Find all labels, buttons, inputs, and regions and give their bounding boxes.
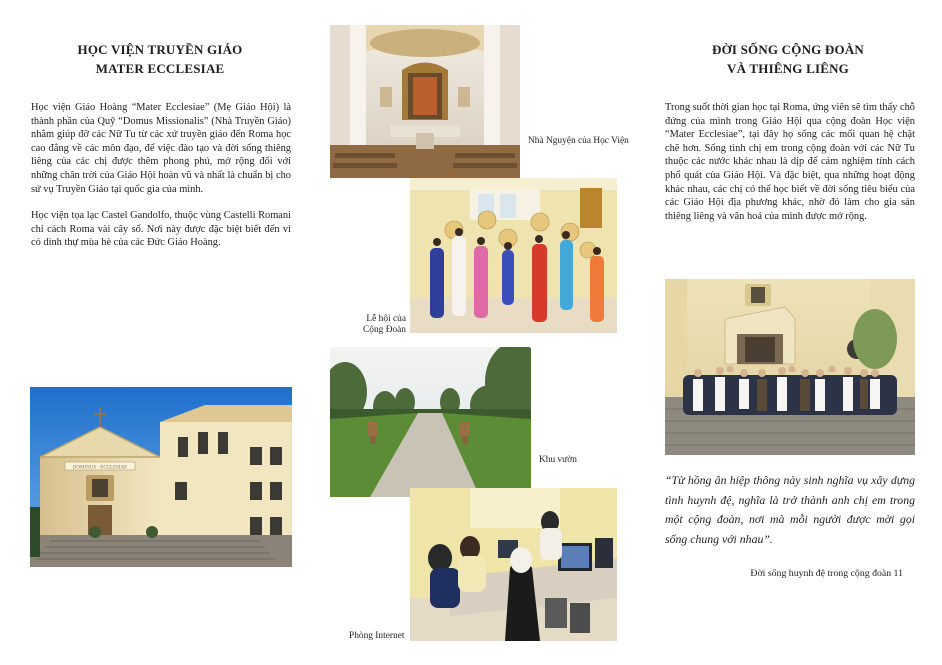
caption-festival-line1: Lễ hội của [366,314,406,324]
community-photo [665,279,915,455]
left-title [30,40,290,78]
quote-text: “Từ hồng ân hiệp thông này sinh nghĩa vụ xây dựng tình huynh đệ, nghĩa là trở thành anh chị em trong một cộng đoàn, nơi mà mỗi người được mời gọi sống chung với nhau”. [665,473,915,546]
right-paragraph: Trong suốt thời gian học tại Roma, ứng viên sẽ tìm thấy chỗ đứng của mình trong Giáo Hội qua cộng đoàn Học viện “Mater Ecclesiae”, tại đây họ sống các mối quan hệ chặt chẽ hơn. Sống tình chị em trong cộng đoàn với các Nữ Tu thuộc các nước khác nhau là dịp để cảm nghiệm tính cách phổ quát của Giáo Hội. Và đặc biệt, qua những hoạt động khác nhau, các chị có thể học biết về đời sống tiêu biểu của các Giáo Hội địa phương khác, nhờ đó làm cho gia sản thiêng liêng và văn hoá của mình được mở rộng. [665,102,915,222]
chapel-photo [330,25,520,178]
right-text-block [665,101,915,223]
right-title [663,40,913,78]
left-paragraph-location: Học viện tọa lạc Castel Gandolfo, thuộc vùng Castelli Romani chỉ cách Roma vài cây số. Nơi này được đặc biệt biết đến vì có dinh thự mùa hè của các Đức Giáo Hoàng. [31,210,291,249]
caption-chapel: Nhà Nguyện của Học Viện [528,136,629,146]
left-text-block [31,101,291,250]
right-title-line2: VÀ THIÊNG LIÊNG [727,61,849,76]
building-photo [30,387,292,567]
right-title-line1: ĐỜI SỐNG CỘNG ĐOÀN [711,42,865,57]
left-title-line2: MATER ECCLESIAE [95,61,225,76]
caption-garden: Khu vườn [539,455,577,465]
caption-festival-line2: Cộng Đoàn [363,325,406,335]
caption-festival [340,314,406,336]
internet-room-photo [410,488,617,641]
building-sign-text: DOMINUS · ECCLESIAE [72,465,128,471]
caption-internet: Phòng Internet [349,631,405,641]
left-title-line1: HỌC VIỆN TRUYỀN GIÁO [77,42,243,57]
garden-photo [330,347,531,497]
quote-source: Đời sống huynh đệ trong cộng đoàn 11 [750,568,903,579]
festival-photo [410,178,617,333]
left-paragraph-intro: Học viện Giáo Hoàng “Mater Ecclesiae” (Mẹ Giáo Hội) là thành phần của Quỹ “Domus Missionalis” (Nhà Truyền Giáo) nhằm giúp đỡ các Nữ Tu từ các xứ truyền giáo đến Roma học cao đẳng về các môn đạo, để việc đào tạo và đời sống thiêng liêng của các chị được thêm phong phú, mở rộng đối với những chân trời của Giáo Hội hoàn vũ và nhất là chuẩn bị cho sứ vụ Truyền Giáo tại quốc gia của mình. [31,102,291,195]
